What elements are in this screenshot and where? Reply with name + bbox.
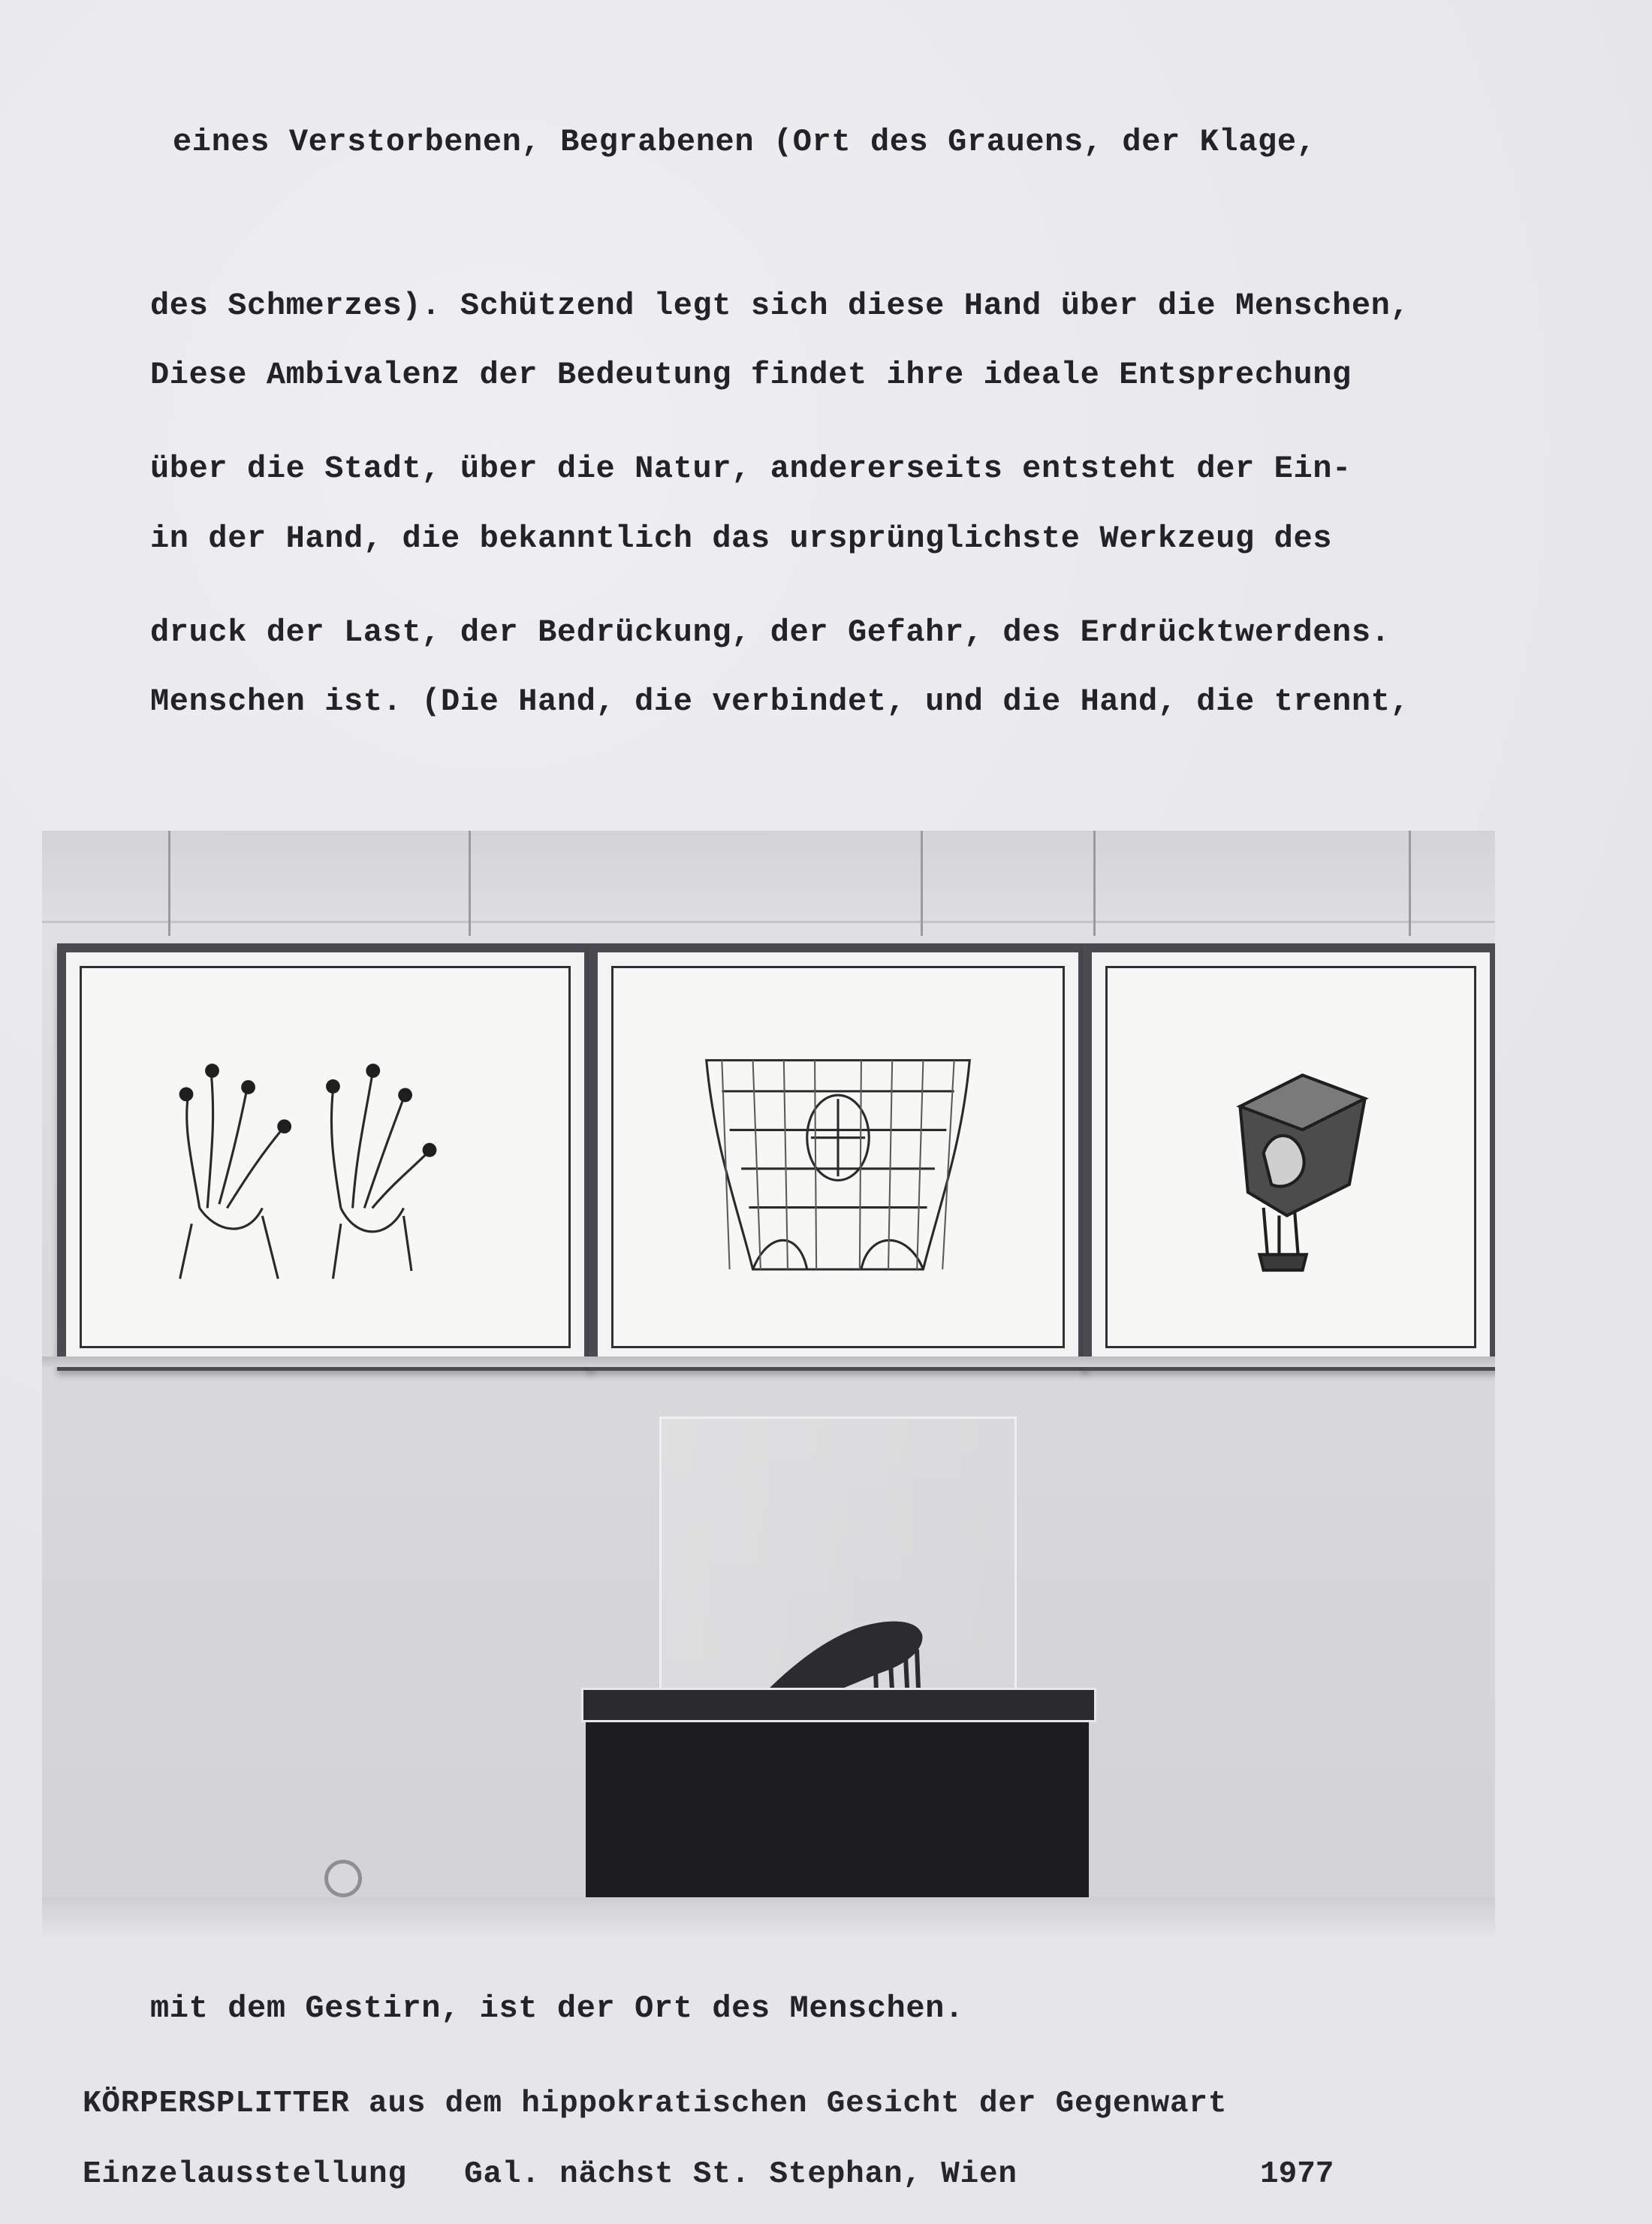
box-drawing-icon — [1108, 968, 1474, 1346]
drawing-mat — [80, 966, 571, 1348]
wall-socket-icon — [324, 1860, 362, 1897]
hanging-wire — [1409, 831, 1411, 936]
text-line: Diese Ambivalenz der Bedeutung findet ihre ideale Entsprechung — [150, 357, 1352, 393]
hanging-wire — [168, 831, 170, 936]
exhibition-photo — [42, 831, 1495, 1936]
drawing-mat — [1105, 966, 1476, 1348]
drawing-mat — [611, 966, 1065, 1348]
hanging-wire — [469, 831, 471, 936]
framed-drawing-hands — [57, 943, 593, 1371]
text-line: in der Hand, die bekanntlich das ursprünglichste Werkzeug des — [150, 520, 1333, 557]
caption-title: KÖRPERSPLITTER aus dem hippokratischen Gesicht der Gegenwart — [83, 2087, 1228, 2121]
text-line: Menschen ist. (Die Hand, die verbindet, und die Hand, die trennt, — [150, 683, 1410, 720]
hanging-wire — [921, 831, 923, 936]
text-line: eines Verstorbenen, Begrabenen (Ort des Grauens, der Klage, — [173, 124, 1316, 160]
hanging-wire — [1093, 831, 1096, 936]
framed-drawing-basket — [589, 943, 1087, 1371]
wall-rail — [42, 1356, 1495, 1367]
ceiling — [42, 831, 1495, 923]
pedestal-top — [581, 1688, 1096, 1722]
caption-year: 1977 — [1260, 2157, 1334, 2192]
framed-drawing-box — [1083, 943, 1495, 1371]
text-line: des Schmerzes). Schützend legt sich diese Hand über die Menschen, — [150, 287, 1410, 324]
floor — [42, 1897, 1495, 1936]
text-line: druck der Last, der Bedrückung, der Gefahr, des Erdrücktwerdens. — [150, 614, 1391, 650]
hand-drawing-icon — [82, 968, 568, 1346]
text-line: über die Stadt, über die Natur, andererseits entsteht der Ein- — [150, 451, 1352, 487]
basket-drawing-icon — [613, 968, 1063, 1346]
caption-venue: Einzelausstellung Gal. nächst St. Stephan, Wien — [83, 2157, 1017, 2192]
text-line: mit dem Gestirn, ist der Ort des Menschen. — [150, 1990, 964, 2026]
